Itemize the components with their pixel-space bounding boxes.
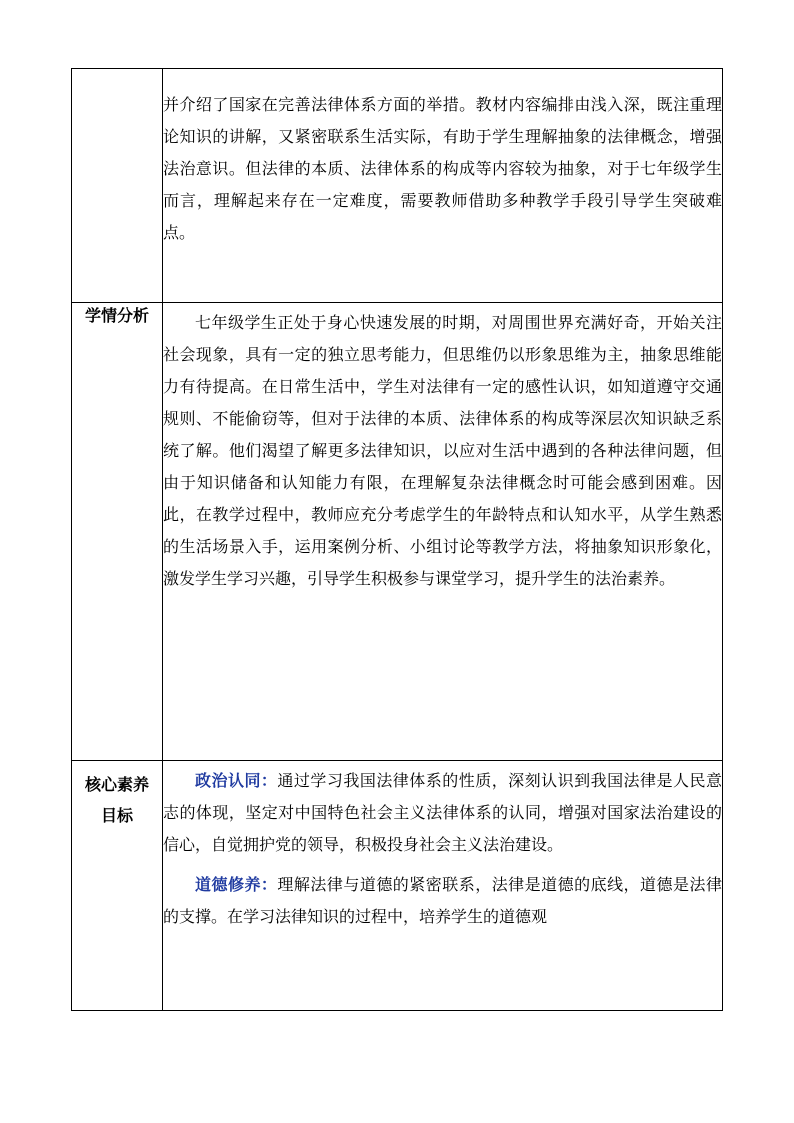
textbook-analysis-paragraph: 并介绍了国家在完善法律体系方面的举措。教材内容编排由浅入深，既注重理论知识的讲解，又紧密联系生活实际，有助于学生理解抽象的法律概念，增强法治意识。但法律的本质、法律体系的构成等内容较为抽象，对于七年级学生而言，理解起来存在一定难度，需要教师借助多种教学手段引导学生突破难点。 [163, 95, 722, 242]
table-row-student-analysis [72, 303, 723, 761]
goal-text: 通过学习我国法律体系的性质，深刻认识到我国法律是人民意志的体现，坚定对中国特色社会主义法律体系的认同，增强对国家法治建设的信心，自觉拥护党的领导，积极投身社会主义法治建设。 [163, 771, 722, 854]
table-row-core-goals [72, 761, 723, 1011]
row-label-student-analysis: 学情分析 [72, 303, 163, 761]
row-content [163, 303, 723, 761]
goal-keyword: 道德修养： [195, 875, 278, 894]
core-goals-label: 核心素养目标 [85, 775, 150, 825]
lesson-plan-table [71, 68, 723, 1011]
goal-item-political [163, 761, 722, 861]
row-label-empty [72, 69, 163, 303]
goal-item-moral [163, 869, 722, 933]
row-label-core-goals [72, 761, 163, 1011]
goal-text: 理解法律与道德的紧密联系，法律是道德的底线，道德是法律的支撑。在学习法律知识的过程中，培养学生的道德观 [163, 875, 722, 926]
row-content [163, 761, 723, 1011]
student-analysis-paragraph: 七年级学生正处于身心快速发展的时期，对周围世界充满好奇，开始关注社会现象，具有一定的独立思考能力，但思维仍以形象思维为主，抽象思维能力有待提高。在日常生活中，学生对法律有一定的感性认识，如知道遵守交通规则、不能偷窃等，但对于法律的本质、法律体系的构成等深层次知识缺乏系统了解。他们渴望了解更多法律知识，以应对生活中遇到的各种法律问题，但由于知识储备和认知能力有限，在理解复杂法律概念时可能会感到困难。因此，在教学过程中，教师应充分考虑学生的年龄特点和认知水平，从学生熟悉的生活场景入手，运用案例分析、小组讨论等教学方法，将抽象知识形象化，激发学生学习兴趣，引导学生积极参与课堂学习，提升学生的法治素养。 [163, 313, 722, 588]
goal-keyword: 政治认同： [195, 771, 278, 790]
row-content [163, 69, 723, 303]
table-row-textbook-analysis [72, 69, 723, 303]
